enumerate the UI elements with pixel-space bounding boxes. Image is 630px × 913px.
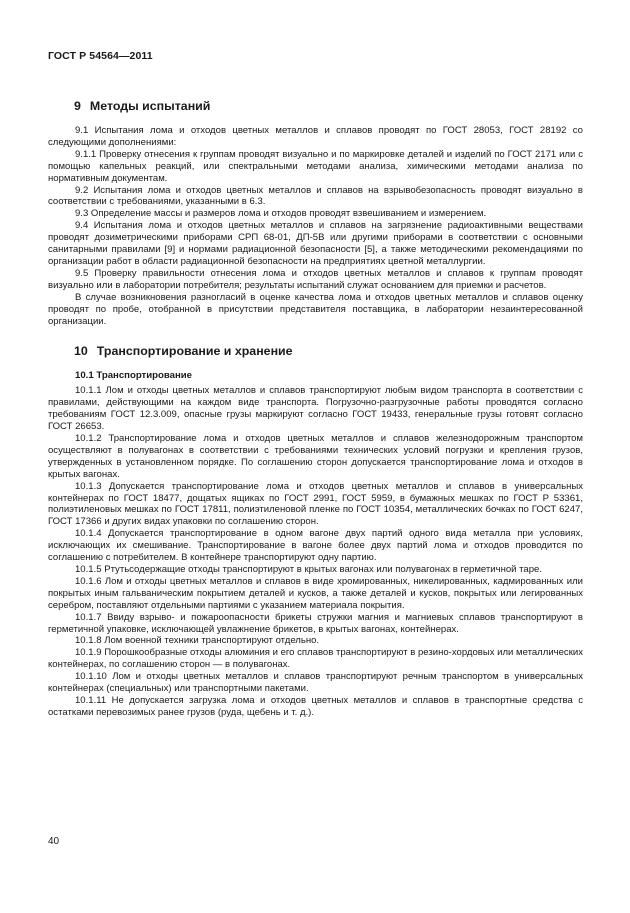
document-body <box>48 80 583 719</box>
paragraph-10-1-6: 10.1.6 Лом и отходы цветных металлов и сплавов в виде хромированных, никелированных, кадмированных или покрытых иным гальваническим покрытием деталей и кусков, а также деталей и кусков, покрытых или легированных серебром, поставляют отдельными партиями с указанием материала покрытия. <box>48 575 583 611</box>
section-9-title: Методы испытаний <box>89 99 211 113</box>
paragraph-10-1-4: 10.1.4 Допускается транспортирование в одном вагоне двух партий одного вида металла при условиях, исключающих их смешивание. Транспортирование в вагоне более двух партий лома и отходов проводится по соглашению с потребителем. В контейнере транспортируют одну партию. <box>48 528 583 564</box>
page-number: 40 <box>48 836 60 847</box>
subsection-10-1-heading: 10.1 Транспортирование <box>75 370 192 382</box>
section-10-title: Транспортирование и хранение <box>96 344 293 359</box>
paragraph-10-1-1: 10.1.1 Лом и отходы цветных металлов и сплавов транспортируют любым видом транспорта в соответствии с правилами, действующими на каждом виде транспорта. Погрузочно-разгрузочные работы проводятся согласно требованиям ГОСТ 12.3.009, опасные грузы маркируют согласно ГОСТ 19433, генеральные грузы готовят согласно ГОСТ 26653. <box>48 385 583 433</box>
paragraph-10-1-9: 10.1.9 Порошкообразные отходы алюминия и его сплавов транспортируют в резино-хордовых или металлических контейнерах, по соглашению сторон — в полувагонах. <box>48 647 583 671</box>
paragraph-9-1-1: 9.1.1 Проверку отнесения к группам проводят визуально и по маркировке деталей и изделий по ГОСТ 2171 или с помощью капельных реакций, или спектральными методами анализа, химическими методами анализа по нормативным документам. <box>48 148 583 184</box>
paragraph-9-5-disputes: В случае возникновения разногласий в оценке качества лома и отходов цветных металлов и сплавов оценку проводят по пробе, отобранной в присутствии представителя поставщика, в лаборатории незаинтересованной организации. <box>48 291 583 327</box>
paragraph-10-1-8: 10.1.8 Лом военной техники транспортируют отдельно. <box>75 635 320 647</box>
paragraph-10-1-10: 10.1.10 Лом и отходы цветных металлов и сплавов транспортируют речным транспортом в универсальных контейнерах (специальных) или транспортными пакетами. <box>48 671 583 695</box>
paragraph-10-1-5: 10.1.5 Ртутьсодержащие отходы транспортируют в крытых вагонах или полувагонах в герметичной таре. <box>75 564 542 575</box>
section-10-number: 10 <box>74 344 88 359</box>
paragraph-10-1-2: 10.1.2 Транспортирование лома и отходов цветных металлов и сплавов железнодорожным транспортом осуществляют в полувагонах в соответствии с требованиями технических условий погрузки и крепления грузов, утвержденных в установленном порядке. По соглашению сторон допускается транспортирование лома и отходов в крытых вагонах. <box>48 433 583 480</box>
paragraph-9-2: 9.2 Испытания лома и отходов цветных металлов и сплавов на взрывобезопасность проводят визуально в соответствии с требованиями, указанными в 6.3. <box>48 184 583 208</box>
paragraph-10-1-11: 10.1.11 Не допускается загрузка лома и отходов цветных металлов и сплавов в транспортные средства с остатками перевозимых ранее грузов (руда, щебень и т. д.). <box>48 694 583 718</box>
paragraph-9-4: 9.4 Испытания лома и отходов цветных металлов и сплавов на загрязнение радиоактивными веществами проводят дозиметрическими приборами СРП 68-01, ДП-5В или другими приборами в соответствии с основными санитарными правилами [9] и нормами радиационной безопасности [5], а также методическими рекомендациями по организации работ в области радиационной безопасности на предприятиях цветной металлургии. <box>48 220 583 267</box>
section-9-number: 9 <box>74 99 81 113</box>
paragraph-10-1-7: 10.1.7 Ввиду взрыво- и пожароопасности брикеты стружки магния и магниевых сплавов транспортируют в герметичной упаковке, исключающей увлажнение брикетов, в крытых вагонах, контейнерах. <box>48 611 583 635</box>
section-9-heading <box>48 98 583 114</box>
document-header: ГОСТ Р 54564—2011 <box>48 50 153 62</box>
section-10-heading <box>48 343 583 359</box>
paragraph-9-1: 9.1 Испытания лома и отходов цветных металлов и сплавов проводят по ГОСТ 28053, ГОСТ 28192 со следующими дополнениями: <box>48 125 583 148</box>
paragraph-9-3: 9.3 Определение массы и размеров лома и отходов проводят взвешиванием и измерением. <box>75 208 487 220</box>
paragraph-10-1-3: 10.1.3 Допускается транспортирование лома и отходов цветных металлов и сплавов в универсальных контейнерах по ГОСТ 18477, дощатых ящиках по ГОСТ 2991, ГОСТ 5959, в бумажных мешках по ГОСТ Р 53361, полиэтиленовых мешках по ГОСТ 17811, полиэтиленовой пленке по ГОСТ 10354, металлических бочках по ГОСТ 6247, ГОСТ 17366 и других видах упаковки по соглашению сторон. <box>48 480 583 528</box>
paragraph-9-5: 9.5 Проверку правильности отнесения лома и отходов цветных металлов и сплавов к группам проводят визуально или в лаборатории потребителя; результаты испытаний служат основанием для приемки и расчетов. <box>48 267 583 291</box>
